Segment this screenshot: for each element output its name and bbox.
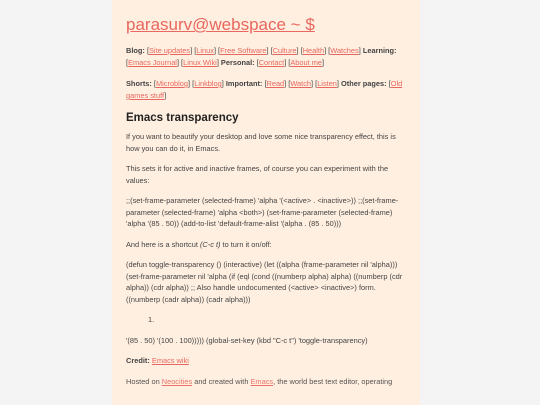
nav-primary: Blog: [Site updates] [Linux] [Free Software] [Culture] [Health] [Watches] Learning: [Emacs Journal] [Linux Wiki] Personal: [Contact] [About me] <box>126 46 397 67</box>
blog-label: Blog: <box>126 46 145 55</box>
nav-about-me[interactable]: About me <box>290 58 323 67</box>
nav-linux-wiki[interactable]: Linux Wiki <box>183 58 217 67</box>
credit-link[interactable]: Emacs wiki <box>151 356 189 365</box>
code-keybinding: '(85 . 50) '(100 . 100))))) (global-set-key (kbd "C-c t") 'toggle-transparency) <box>126 335 368 345</box>
nav-linux[interactable]: Linux <box>196 46 214 55</box>
code-toggle-function: (defun toggle-transparency () (interactive) (let ((alpha (frame-parameter nil 'alpha))) (set-frame-parameter nil 'alpha (if (eql (cond ((numberp alpha) alpha) ((numberp (cdr alpha)) (cdr alpha)) ;; Also handle undocumented (<active> <inactive>) form. ((numberp (cadr alpha)) (cadr alpha))) <box>126 260 403 304</box>
page-container <box>112 0 420 405</box>
shortcut-key: (C-c t) <box>199 239 221 249</box>
code-set-alpha: ;;(set-frame-parameter (selected-frame) 'alpha '(<active> . <inactive>)) ;;(set-frame-parameter (selected-frame) 'alpha <both>) (set-frame-parameter (selected-frame) 'alpha '(85 . 50)) (add-to-list 'default-frame-alist '(alpha . (85 . 50))) <box>126 196 399 228</box>
paragraph-intro: If you want to beautify your desktop and love some nice transparency effect, this is how you can do it, in Emacs. <box>126 132 396 153</box>
content <box>126 14 408 396</box>
shorts-label: Shorts: <box>126 79 152 88</box>
nav-culture[interactable]: Culture <box>272 46 297 55</box>
nav-emacs-journal[interactable]: Emacs Journal <box>128 58 177 67</box>
site-title-link[interactable]: parasurv@webspace ~ $ <box>126 15 315 34</box>
nav-listen[interactable]: Listen <box>317 79 337 88</box>
footer-line <box>126 376 408 388</box>
nav-secondary: Shorts: [Microblog] [Linkblog] Important: [Read] [Watch] [Listen] Other pages: [Old games stuff] <box>126 79 403 100</box>
shortcut-prefix: And here is a shortcut <box>126 239 200 249</box>
footer-mid: and created with <box>192 376 251 386</box>
credit-label: Credit: <box>126 356 150 365</box>
nav-read[interactable]: Read <box>266 79 285 88</box>
list-item: 1. <box>148 315 155 324</box>
shortcut-suffix: to turn it on/off: <box>220 239 272 249</box>
nav-health[interactable]: Health <box>302 46 325 55</box>
footer-suffix: , the world best text editor, operating <box>273 376 393 386</box>
nav-microblog[interactable]: Microblog <box>155 79 189 88</box>
nav-watch[interactable]: Watch <box>290 79 312 88</box>
nav-old-games-stuff[interactable]: Old games stuff <box>126 79 403 100</box>
personal-label: Personal: <box>220 58 255 67</box>
nav-linkblog[interactable]: Linkblog <box>194 79 222 88</box>
nav-site-updates[interactable]: Site updates <box>149 46 191 55</box>
paragraph-shortcut <box>126 239 408 251</box>
other-pages-label: Other pages: <box>341 79 387 88</box>
post-title: Emacs transparency <box>126 112 239 124</box>
nav-contact[interactable]: Contact <box>258 58 285 67</box>
nav-watches[interactable]: Watches <box>330 46 359 55</box>
footer-emacs-link[interactable]: Emacs <box>250 376 274 386</box>
footer-prefix: Hosted on <box>126 376 162 386</box>
credit-line <box>126 355 408 367</box>
site-title <box>126 14 408 36</box>
important-label: Important: <box>225 79 263 88</box>
footer-neocities-link[interactable]: Neocities <box>161 376 193 386</box>
learning-label: Learning: <box>362 46 397 55</box>
paragraph-values: This sets it for active and inactive frames, of course you can experiment with the values: <box>126 164 389 185</box>
nav-free-software[interactable]: Free Software <box>220 46 267 55</box>
